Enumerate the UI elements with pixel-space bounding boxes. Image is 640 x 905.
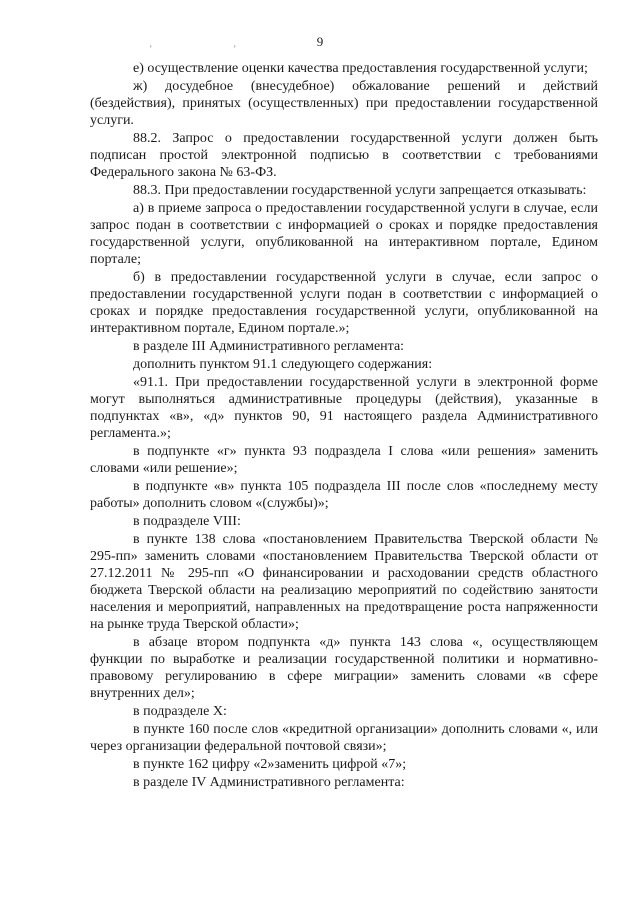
paragraph: в пункте 162 цифру «2»заменить цифрой «7»; — [133, 757, 407, 772]
paragraph: в абзаце втором подпункта «д» пункта 143 слова «, осуществляющем функции по выработке и реализации государственной политики и нормативно-правовому регулированию в сфере миграции» заменить словами «в сфере внутренних дел»; — [90, 635, 598, 701]
paragraph: в разделе III Административного регламента: — [133, 339, 405, 354]
paragraph: в пункте 138 слова «постановлением Правительства Тверской области № 295-пп» заменить словами «постановлением Правительства Тверской области от 27.12.2011 № 295-пп «О финансировании и расходовании средств областного бюджета Тверской области на реализацию мероприятий по содействию занятости населения и мероприятий, направленных на предотвращение роста напряженности на рынке труда Тверской области»; — [90, 532, 598, 632]
paragraph: 88.2. Запрос о предоставлении государственной услуги должен быть подписан простой электронной подписью в соответствии с требованиями Федерального закона № 63-ФЗ. — [90, 131, 598, 180]
paragraph: в подпункте «в» пункта 105 подраздела III после слов «последнему месту работы» дополнить словом «(службы)»; — [90, 479, 598, 511]
paragraph: ж) досудебное (внесудебное) обжалование решений и действий (бездействия), принятых (осуществленных) при предоставлении государственной услуги. — [90, 79, 598, 128]
paragraph: в пункте 160 после слов «кредитной организации» дополнить словами «, или через организации федеральной почтовой связи»; — [90, 722, 598, 754]
scan-mark: ' — [234, 44, 236, 54]
paragraph: в разделе IV Административного регламента: — [133, 775, 405, 790]
paragraph: 88.3. При предоставлении государственной услуги запрещается отказывать: — [133, 183, 587, 198]
paragraph: «91.1. При предоставлении государственной услуги в электронной форме могут выполняться административные процедуры (действия), указанные в подпунктах «в», «д» пунктов 90, 91 настоящего раздела Административного регламента.»; — [90, 375, 598, 441]
document-body — [90, 60, 598, 792]
paragraph: дополнить пунктом 91.1 следующего содержания: — [133, 357, 433, 372]
paragraph: в подпункте «г» пункта 93 подраздела I слова «или решения» заменить словами «или решение»; — [90, 444, 598, 476]
paragraph: в подразделе X: — [133, 704, 227, 719]
paragraph: б) в предоставлении государственной услуги в случае, если запрос о предоставлении государственной услуги подан в соответствии с информацией о сроках и порядке предоставления государственной услуги, опубликованной на интерактивном портале, Едином портале.»; — [90, 270, 598, 336]
page-number: 9 — [316, 34, 324, 49]
paragraph: а) в приеме запроса о предоставлении государственной услуги в случае, если запрос подан в соответствии с информацией о сроках и порядке предоставления государственной услуги, опубликованной на интерактивном портале, Едином портале; — [90, 201, 598, 267]
scan-mark: ' — [150, 44, 152, 54]
paragraph: в подразделе VIII: — [133, 514, 241, 529]
paragraph: е) осуществление оценки качества предоставления государственной услуги; — [133, 61, 588, 76]
